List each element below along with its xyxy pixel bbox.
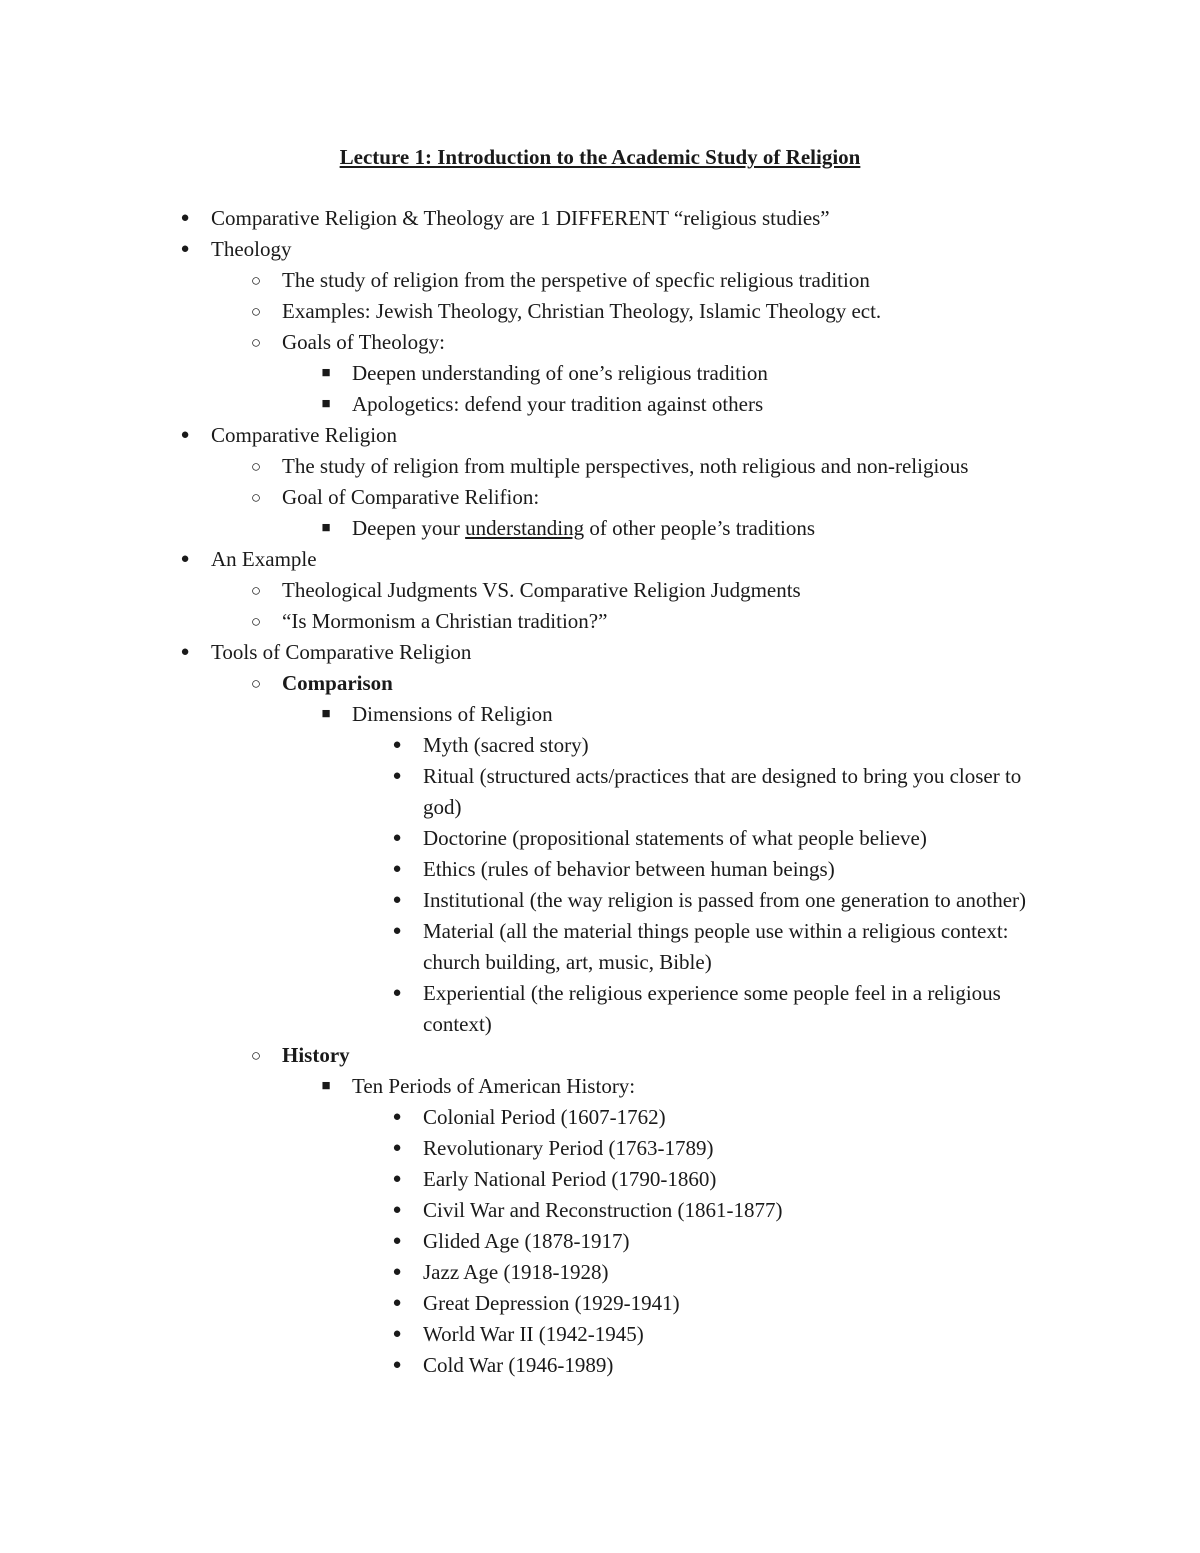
circle-bullet-icon: ○ [250,302,262,321]
list-item [0,1040,1200,1071]
list-item-text: Institutional (the way religion is passed from one generation to another) [423,888,1027,912]
bullet-icon: ● [392,1202,402,1218]
list-item [0,885,1200,916]
underlined-text: understanding [465,516,585,540]
circle-bullet-icon: ○ [250,457,262,476]
bullet-icon: ● [392,768,402,784]
bullet-icon: ● [392,1264,402,1280]
list-item-text: “Is Mormonism a Christian tradition?” [282,609,608,633]
bullet-icon: ● [180,210,190,226]
list-item [0,761,1200,823]
bullet-icon: ● [392,1233,402,1249]
list-item-text: Civil War and Reconstruction (1861-1877) [423,1198,783,1222]
list-item-text: Glided Age (1878-1917) [423,1229,630,1253]
list-item [0,1195,1200,1226]
list-item-text: Tools of Comparative Religion [211,640,472,664]
list-item [0,575,1200,606]
bullet-icon: ● [392,1326,402,1342]
text-segment: Deepen your [352,516,466,540]
list-item-text: Material (all the material things people use within a religious context: church building, art, music, Bible) [423,919,1009,974]
list-item [0,513,1200,544]
bullet-icon: ● [180,241,190,257]
bullet-icon: ● [180,644,190,660]
list-item [0,1071,1200,1102]
list-item-text: Jazz Age (1918-1928) [423,1260,609,1284]
bullet-icon: ● [392,1171,402,1187]
circle-bullet-icon: ○ [250,581,262,600]
list-item [0,203,1200,234]
bullet-icon: ● [392,1295,402,1311]
list-item-text: Theology [211,237,292,261]
list-item [0,544,1200,575]
text-segment: of other people’s traditions [584,516,816,540]
list-item-text: Comparative Religion & Theology are 1 DIFFERENT “religious studies” [211,206,830,230]
bullet-icon: ● [392,830,402,846]
list-item-text: The study of religion from the perspetive of specfic religious tradition [282,268,870,292]
list-item-text: The study of religion from multiple perspectives, noth religious and non-religious [282,454,969,478]
list-item [0,1288,1200,1319]
list-item [0,234,1200,265]
bullet-icon: ● [392,1357,402,1373]
list-item [0,1164,1200,1195]
square-bullet-icon: ■ [321,396,331,412]
square-bullet-icon: ■ [321,365,331,381]
bullet-icon: ● [392,737,402,753]
list-item [0,358,1200,389]
circle-bullet-icon: ○ [250,271,262,290]
list-item-text: Cold War (1946-1989) [423,1353,614,1377]
list-item [0,1257,1200,1288]
bullet-icon: ● [180,551,190,567]
list-item [0,1350,1200,1381]
bullet-icon: ● [392,985,402,1001]
list-item [0,1226,1200,1257]
bullet-icon: ● [392,1140,402,1156]
list-item [0,1319,1200,1350]
circle-bullet-icon: ○ [250,488,262,507]
list-item-text: Experiential (the religious experience some people feel in a religious context) [423,981,1001,1036]
list-item [0,854,1200,885]
list-item-text: Goals of Theology: [282,330,445,354]
list-item [0,606,1200,637]
list-item-text: Ethics (rules of behavior between human beings) [423,857,835,881]
section-heading: History [282,1043,350,1067]
circle-bullet-icon: ○ [250,612,262,631]
list-item-text: Myth (sacred story) [423,733,589,757]
list-item [0,296,1200,327]
list-item [0,389,1200,420]
list-item-text: World War II (1942-1945) [423,1322,644,1346]
list-item-text: Deepen understanding of one’s religious tradition [352,361,768,385]
square-bullet-icon: ■ [321,520,331,536]
list-item-text: Examples: Jewish Theology, Christian Theology, Islamic Theology ect. [282,299,882,323]
circle-bullet-icon: ○ [250,1046,262,1065]
bullet-icon: ● [392,892,402,908]
square-bullet-icon: ■ [321,1078,331,1094]
list-item [0,978,1200,1040]
list-item-text: Colonial Period (1607-1762) [423,1105,666,1129]
section-heading: Comparison [282,671,393,695]
list-item [0,1102,1200,1133]
list-item [0,668,1200,699]
list-item-text: Comparative Religion [211,423,398,447]
list-item [0,823,1200,854]
list-item-text: Goal of Comparative Relifion: [282,485,540,509]
list-item-text: Dimensions of Religion [352,702,553,726]
list-item-text: Theological Judgments VS. Comparative Religion Judgments [282,578,801,602]
list-item-text [352,513,815,544]
page-title: Lecture 1: Introduction to the Academic Study of Religion [339,145,861,169]
list-item [0,327,1200,358]
list-item-text: Revolutionary Period (1763-1789) [423,1136,714,1160]
list-item [0,482,1200,513]
list-item [0,637,1200,668]
square-bullet-icon: ■ [321,706,331,722]
outline-list [0,203,1200,1381]
list-item [0,699,1200,730]
bullet-icon: ● [392,1109,402,1125]
list-item-text: Doctorine (propositional statements of what people believe) [423,826,927,850]
list-item [0,730,1200,761]
list-item-text: Great Depression (1929-1941) [423,1291,680,1315]
list-item-text: An Example [211,547,317,571]
list-item-text: Apologetics: defend your tradition against others [352,392,764,416]
list-item [0,265,1200,296]
bullet-icon: ● [392,861,402,877]
list-item-text: Ten Periods of American History: [352,1074,636,1098]
circle-bullet-icon: ○ [250,333,262,352]
bullet-icon: ● [392,923,402,939]
list-item [0,1133,1200,1164]
bullet-icon: ● [180,427,190,443]
list-item [0,420,1200,451]
list-item [0,916,1200,978]
circle-bullet-icon: ○ [250,674,262,693]
list-item-text: Ritual (structured acts/practices that are designed to bring you closer to god) [423,764,1022,819]
list-item-text: Early National Period (1790-1860) [423,1167,717,1191]
list-item [0,451,1200,482]
